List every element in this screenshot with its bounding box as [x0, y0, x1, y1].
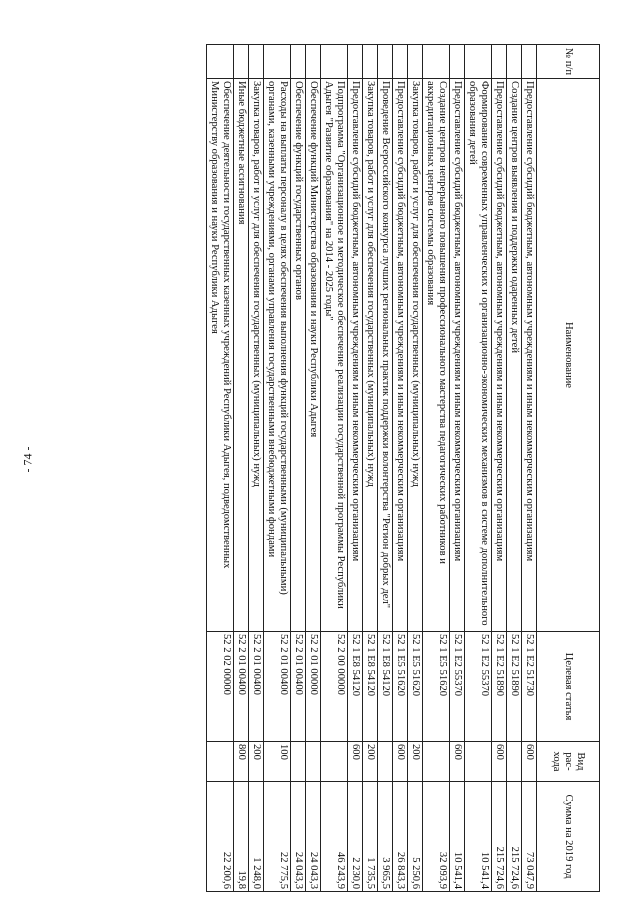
row-expense-type-cell [306, 742, 321, 782]
row-expense-type-cell: 200 [408, 742, 423, 782]
row-expense-type-cell: 800 [234, 742, 249, 782]
row-expense-type-cell [507, 742, 522, 782]
row-number-cell [450, 45, 465, 79]
header-expense-type: Вид рас-хода [537, 742, 600, 782]
row-number-cell [264, 45, 291, 79]
row-amount-cell: 24 043,3 [306, 782, 321, 892]
row-name-cell: Закупка товаров, работ и услуг для обеспечения государственных (муниципальных) нужд [363, 79, 378, 632]
table-row [378, 45, 393, 892]
header-name: Наименование [537, 79, 600, 632]
header-target-article: Целевая статья [537, 632, 600, 742]
table-row [321, 45, 348, 892]
row-number-cell [321, 45, 348, 79]
row-number-cell [423, 45, 450, 79]
row-number-cell [234, 45, 249, 79]
row-name-cell: Закупка товаров, работ и услуг для обеспечения государственных (муниципальных) нужд [249, 79, 264, 632]
row-target-article-cell: 52 1 Е5 51620 [423, 632, 450, 742]
table-row [291, 45, 306, 892]
page-number: - 74 - [20, 446, 35, 473]
row-number-cell [408, 45, 423, 79]
row-expense-type-cell [207, 742, 234, 782]
row-target-article-cell: 52 2 02 00000 [207, 632, 234, 742]
row-number-cell [363, 45, 378, 79]
row-expense-type-cell: 600 [348, 742, 363, 782]
table-row [348, 45, 363, 892]
row-expense-type-cell: 600 [492, 742, 507, 782]
table-row [408, 45, 423, 892]
row-number-cell [306, 45, 321, 79]
row-number-cell [249, 45, 264, 79]
row-amount-cell: 5 250,6 [408, 782, 423, 892]
row-name-cell: Обеспечение функций государственных органов [291, 79, 306, 632]
row-name-cell: Предоставление субсидий бюджетным, автономным учреждениям и иным некоммерческим организациям [393, 79, 408, 632]
row-name-cell: Проведение Всероссийского конкурса лучших региональных практик поддержки волонтерства "Регион добрых дел" [378, 79, 393, 632]
row-amount-cell: 215 724,6 [492, 782, 507, 892]
row-name-cell: Обеспечение функций Министерства образования и науки Республики Адыгея [306, 79, 321, 632]
row-target-article-cell: 52 1 Е8 54120 [378, 632, 393, 742]
row-expense-type-cell: 200 [249, 742, 264, 782]
row-amount-cell: 73 047,9 [522, 782, 537, 892]
row-amount-cell: 32 093,9 [423, 782, 450, 892]
row-expense-type-cell [378, 742, 393, 782]
header-amount-2019: Сумма на 2019 год [537, 782, 600, 892]
table-header-row [537, 45, 600, 892]
row-target-article-cell: 52 1 Е2 51890 [492, 632, 507, 742]
row-name-cell: Предоставление субсидий бюджетным, автономным учреждениям и иным некоммерческим организациям [492, 79, 507, 632]
row-number-cell [393, 45, 408, 79]
row-name-cell: Предоставление субсидий бюджетным, автономным учреждениям и иным некоммерческим организациям [450, 79, 465, 632]
row-amount-cell: 215 724,6 [507, 782, 522, 892]
row-target-article-cell: 52 2 01 00400 [249, 632, 264, 742]
row-expense-type-cell [423, 742, 450, 782]
row-target-article-cell: 52 2 01 00000 [306, 632, 321, 742]
header-number: № п/п [537, 45, 600, 79]
row-name-cell: Подпрограмма "Организационное и методическое обеспечение реализации государственной программы Республики Адыгея "Развитие образования" на 2014 - 2025 годы" [321, 79, 348, 632]
row-amount-cell: 3 965,5 [378, 782, 393, 892]
row-amount-cell: 19,8 [234, 782, 249, 892]
table-row [207, 45, 234, 892]
table-row [450, 45, 465, 892]
table-row [306, 45, 321, 892]
row-amount-cell: 22 200,6 [207, 782, 234, 892]
row-target-article-cell: 52 1 Е2 51890 [507, 632, 522, 742]
row-name-cell: Предоставление субсидий бюджетным, автономным учреждениям и иным некоммерческим организациям [522, 79, 537, 632]
row-target-article-cell: 52 1 Е5 51620 [393, 632, 408, 742]
row-amount-cell: 2 230,0 [348, 782, 363, 892]
row-expense-type-cell [291, 742, 306, 782]
row-number-cell [378, 45, 393, 79]
table-row [234, 45, 249, 892]
table-row [522, 45, 537, 892]
row-number-cell [522, 45, 537, 79]
row-expense-type-cell [465, 742, 492, 782]
row-amount-cell: 10 541,4 [465, 782, 492, 892]
row-amount-cell: 1 735,5 [363, 782, 378, 892]
row-number-cell [207, 45, 234, 79]
budget-table [206, 44, 600, 892]
row-target-article-cell: 52 1 Е2 55370 [465, 632, 492, 742]
row-name-cell: Формирование современных управленческих и организационно-экономических механизмов в системе дополнительного образования детей [465, 79, 492, 632]
row-amount-cell: 46 243,9 [321, 782, 348, 892]
table-row [465, 45, 492, 892]
row-target-article-cell: 52 1 Е8 54120 [348, 632, 363, 742]
row-target-article-cell: 52 1 Е8 54120 [363, 632, 378, 742]
row-amount-cell: 26 843,3 [393, 782, 408, 892]
row-name-cell: Предоставление субсидий бюджетным, автономным учреждениям и иным некоммерческим организациям [348, 79, 363, 632]
table-row [249, 45, 264, 892]
row-amount-cell: 24 043,3 [291, 782, 306, 892]
table-row [492, 45, 507, 892]
row-expense-type-cell: 600 [522, 742, 537, 782]
row-name-cell: Закупка товаров, работ и услуг для обеспечения государственных (муниципальных) нужд [408, 79, 423, 632]
table-row [363, 45, 378, 892]
row-number-cell [291, 45, 306, 79]
row-number-cell [507, 45, 522, 79]
row-name-cell: Создание центров выявления и поддержки одаренных детей [507, 79, 522, 632]
table-row [264, 45, 291, 892]
row-target-article-cell: 52 2 01 00400 [264, 632, 291, 742]
row-target-article-cell: 52 1 Е2 51730 [522, 632, 537, 742]
row-amount-cell: 10 541,4 [450, 782, 465, 892]
table-row [423, 45, 450, 892]
row-target-article-cell: 52 2 01 00400 [234, 632, 249, 742]
row-number-cell [348, 45, 363, 79]
row-name-cell: Расходы на выплаты персоналу в целях обеспечения выполнения функций государственными (муниципальными) органами, казенными учреждениями, органами управления государственными внебюджетными фондами [264, 79, 291, 632]
row-target-article-cell: 52 2 01 00400 [291, 632, 306, 742]
table-row [393, 45, 408, 892]
row-target-article-cell: 52 1 Е5 51620 [408, 632, 423, 742]
row-target-article-cell: 52 2 00 00000 [321, 632, 348, 742]
row-name-cell: Иные бюджетные ассигнования [234, 79, 249, 632]
row-amount-cell: 1 248,0 [249, 782, 264, 892]
row-target-article-cell: 52 1 Е2 55370 [450, 632, 465, 742]
row-expense-type-cell: 600 [393, 742, 408, 782]
row-number-cell [465, 45, 492, 79]
row-number-cell [492, 45, 507, 79]
row-amount-cell: 22 775,5 [264, 782, 291, 892]
row-expense-type-cell: 200 [363, 742, 378, 782]
row-name-cell: Обеспечение деятельности государственных казенных учреждений Республики Адыгея, подведомственных Министерству образования и науки Республики Адыгея [207, 79, 234, 632]
row-expense-type-cell [321, 742, 348, 782]
row-name-cell: Создание центров непрерывного повышения профессионального мастерства педагогических работников и аккредитационных центров системы образования [423, 79, 450, 632]
rotated-document [115, 44, 600, 891]
row-expense-type-cell: 600 [450, 742, 465, 782]
table-row [507, 45, 522, 892]
row-expense-type-cell: 100 [264, 742, 291, 782]
